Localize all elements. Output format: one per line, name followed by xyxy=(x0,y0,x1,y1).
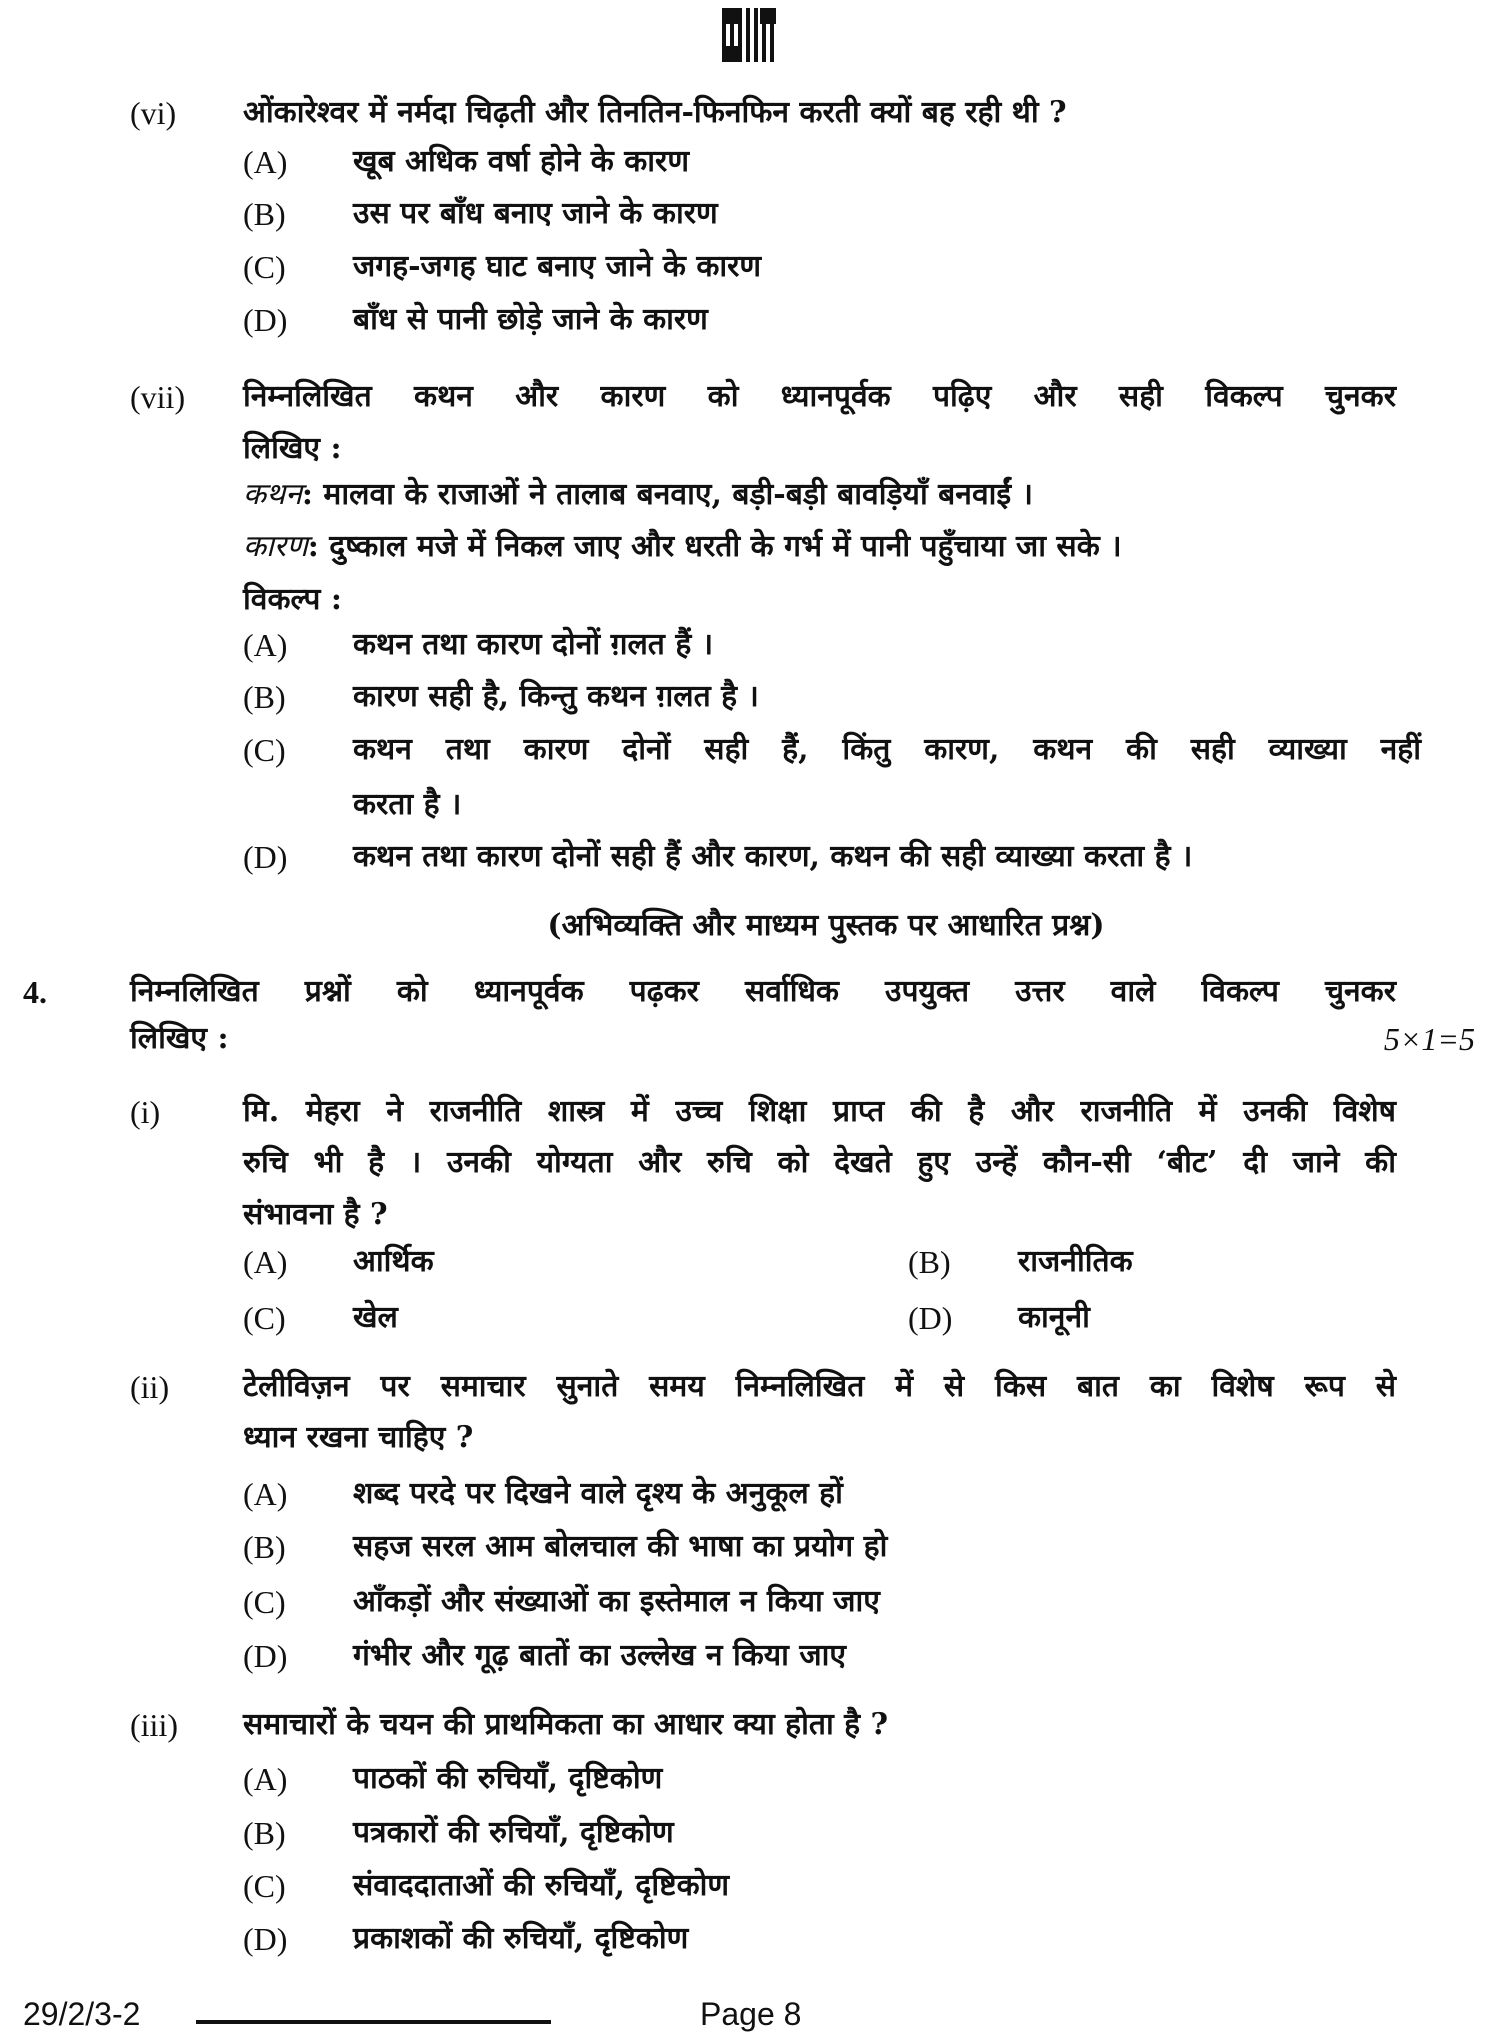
option-text: पत्रकारों की रुचियाँ, दृष्टिकोण xyxy=(353,1815,674,1850)
footer-rule xyxy=(196,2020,551,2024)
option-label: (D) xyxy=(243,1921,288,1957)
option-label: (D) xyxy=(243,839,288,875)
question-number: (iii) xyxy=(130,1707,178,1743)
option-text: संवाददाताओं की रुचियाँ, दृष्टिकोण xyxy=(353,1868,730,1903)
question-text: मि. मेहरा ने राजनीति शास्त्र में उच्च शिक्षा प्राप्त की है और राजनीति में उनकी विशेष xyxy=(243,1094,1396,1129)
question-number: 4. xyxy=(23,974,47,1010)
qr-code xyxy=(722,8,776,62)
option-label: (C) xyxy=(243,1584,286,1620)
option-text: बाँध से पानी छोड़े जाने के कारण xyxy=(353,302,708,337)
question-text: निम्नलिखित कथन और कारण को ध्यानपूर्वक पढ़िए और सही विकल्प चुनकर xyxy=(243,379,1396,414)
option-label: (A) xyxy=(243,144,288,180)
question-text: लिखिए : xyxy=(243,431,342,466)
assertion-text: : मालवा के राजाओं ने तालाब बनवाए, बड़ी-बड़ी बावड़ियाँ बनवाईं । xyxy=(301,477,1033,512)
option-text: खूब अधिक वर्षा होने के कारण xyxy=(353,144,690,179)
instruction-text: लिखिए : xyxy=(130,1021,229,1056)
reason-label: कारण xyxy=(243,529,308,564)
option-label: (B) xyxy=(243,1529,286,1565)
option-label: (B) xyxy=(908,1244,951,1280)
option-text: शब्द परदे पर दिखने वाले दृश्य के अनुकूल हों xyxy=(353,1476,843,1511)
question-text: ध्यान रखना चाहिए ? xyxy=(243,1420,474,1455)
option-text: कथन तथा कारण दोनों सही हैं और कारण, कथन की सही व्याख्या करता है । xyxy=(353,839,1193,874)
option-text: कानूनी xyxy=(1018,1300,1090,1335)
option-text: कारण सही है, किन्तु कथन ग़लत है । xyxy=(353,679,759,714)
marks: 5×1=5 xyxy=(1383,1021,1475,1057)
question-number: (i) xyxy=(130,1094,161,1130)
option-label: (B) xyxy=(243,196,286,232)
option-text: उस पर बाँध बनाए जाने के कारण xyxy=(353,196,718,231)
reason-text: : दुष्काल मजे में निकल जाए और धरती के गर्भ में पानी पहुँचाया जा सके । xyxy=(307,529,1122,564)
paper-code: 29/2/3-2 xyxy=(23,1996,141,2032)
reason xyxy=(243,527,1122,567)
option-text: कथन तथा कारण दोनों ग़लत हैं । xyxy=(353,627,714,662)
assertion xyxy=(243,475,1033,515)
option-label: (C) xyxy=(243,1300,286,1336)
option-text: आर्थिक xyxy=(353,1244,434,1279)
question-number: (ii) xyxy=(130,1369,170,1405)
option-text: राजनीतिक xyxy=(1018,1244,1133,1279)
page-number: Page 8 xyxy=(700,1996,802,2032)
option-text: गंभीर और गूढ़ बातों का उल्लेख न किया जाए xyxy=(353,1638,846,1673)
question-number: (vi) xyxy=(130,95,177,131)
option-text: कथन तथा कारण दोनों सही हैं, किंतु कारण, कथन की सही व्याख्या नहीं xyxy=(353,732,1421,767)
option-label: (C) xyxy=(243,1868,286,1904)
option-text-continued: करता है । xyxy=(353,787,462,822)
option-label: (B) xyxy=(243,679,286,715)
option-text: खेल xyxy=(353,1300,398,1335)
question-text: रुचि भी है । उनकी योग्यता और रुचि को देखते हुए उन्हें कौन-सी ‘बीट’ दी जाने की xyxy=(243,1145,1396,1180)
option-label: (C) xyxy=(243,732,286,768)
option-text: जगह-जगह घाट बनाए जाने के कारण xyxy=(353,249,762,284)
question-text: समाचारों के चयन की प्राथमिकता का आधार क्या होता है ? xyxy=(243,1707,889,1742)
option-text: प्रकाशकों की रुचियाँ, दृष्टिकोण xyxy=(353,1921,689,1956)
option-label: (D) xyxy=(243,302,288,338)
question-text: टेलीविज़न पर समाचार सुनाते समय निम्नलिखित में से किस बात का विशेष रूप से xyxy=(243,1369,1396,1404)
question-number: (vii) xyxy=(130,379,186,415)
option-text: सहज सरल आम बोलचाल की भाषा का प्रयोग हो xyxy=(353,1529,888,1564)
option-text: आँकड़ों और संख्याओं का इस्तेमाल न किया जाए xyxy=(353,1584,880,1619)
option-label: (A) xyxy=(243,1761,288,1797)
option-label: (A) xyxy=(243,1476,288,1512)
option-label: (D) xyxy=(243,1638,288,1674)
option-label: (D) xyxy=(908,1300,953,1336)
option-text: पाठकों की रुचियाँ, दृष्टिकोण xyxy=(353,1761,663,1796)
option-label: (B) xyxy=(243,1815,286,1851)
option-label: (A) xyxy=(243,1244,288,1280)
assertion-label: कथन xyxy=(243,477,302,512)
section-heading: (अभिव्यक्ति और माध्यम पुस्तक पर आधारित प्रश्न) xyxy=(547,908,1105,943)
question-text: संभावना है ? xyxy=(243,1197,388,1232)
option-label: (C) xyxy=(243,249,286,285)
instruction-text: निम्नलिखित प्रश्नों को ध्यानपूर्वक पढ़कर सर्वाधिक उपयुक्त उत्तर वाले विकल्प चुनकर xyxy=(130,974,1396,1009)
options-heading: विकल्प : xyxy=(243,582,342,617)
question-text: ओंकारेश्वर में नर्मदा चिढ़ती और तिनतिन-फिनफिन करती क्यों बह रही थी ? xyxy=(243,95,1067,130)
option-label: (A) xyxy=(243,627,288,663)
